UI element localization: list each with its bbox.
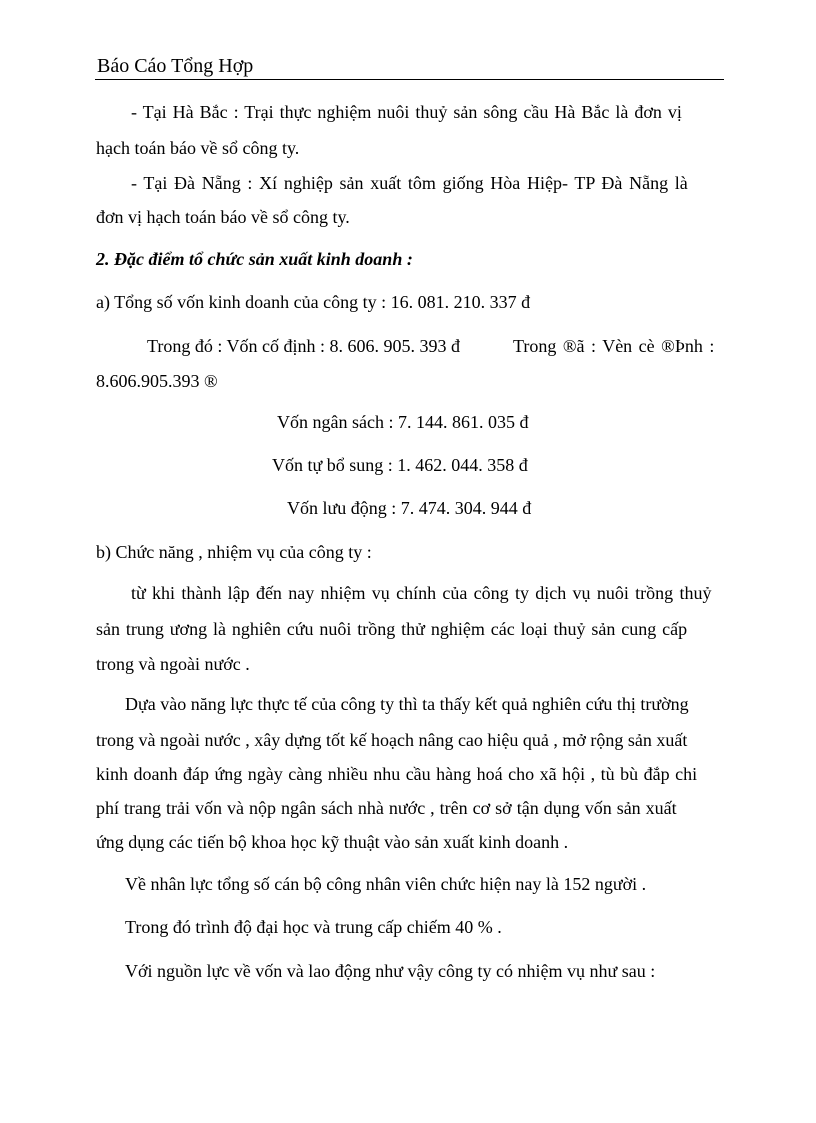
tasks-intro-line: Với nguồn lực về vốn và lao động như vậy công ty có nhiệm vụ như sau :	[125, 961, 656, 981]
section-2-heading: 2. Đặc điểm tổ chức sản xuất kinh doanh :	[96, 249, 413, 269]
budget-capital-line: Vốn ngân sách : 7. 144. 861. 035 đ	[277, 412, 529, 432]
paragraph-1-line-1: từ khi thành lập đến nay nhiệm vụ chính của công ty dịch vụ nuôi trồng thuỷ	[131, 583, 712, 603]
ha-bac-line-1: - Tại Hà Bắc : Trại thực nghiệm nuôi thuỷ sản sông cầu Hà Bắc là đơn vị	[131, 102, 682, 122]
da-nang-line-1: - Tại Đà Nẵng : Xí nghiệp sản xuất tôm giống Hòa Hiệp- TP Đà Nẵng là	[131, 173, 688, 193]
paragraph-2-line-1: Dựa vào năng lực thực tế của công ty thì ta thấy kết quả nghiên cứu thị trường	[125, 694, 689, 714]
da-nang-line-2: đơn vị hạch toán báo về sổ công ty.	[96, 207, 350, 227]
ha-bac-line-2: hạch toán báo về sổ công ty.	[96, 138, 300, 158]
education-line: Trong đó trình độ đại học và trung cấp chiếm 40 % .	[125, 917, 502, 937]
paragraph-1-line-3: trong và ngoài nước .	[96, 654, 250, 674]
functions-heading: b) Chức năng , nhiệm vụ của công ty :	[96, 542, 372, 562]
header-divider	[95, 79, 724, 80]
capital-total-line: a) Tổng số vốn kinh doanh của công ty : 16. 081. 210. 337 đ	[96, 292, 531, 312]
fixed-capital-line: Trong đó : Vốn cố định : 8. 606. 905. 393 đ	[147, 336, 461, 356]
fixed-capital-garbled-line-2: 8.606.905.393 ®	[96, 371, 218, 391]
staff-count-line: Về nhân lực tổng số cán bộ công nhân viên chức hiện nay là 152 người .	[125, 874, 647, 894]
supplement-capital-line: Vốn tự bổ sung : 1. 462. 044. 358 đ	[272, 455, 528, 475]
paragraph-2-line-4: phí trang trải vốn và nộp ngân sách nhà nước , trên cơ sở tận dụng vốn sản xuất	[96, 798, 677, 818]
page-header-title: Báo Cáo Tổng Hợp	[97, 55, 254, 77]
paragraph-2-line-5: ứng dụng các tiến bộ khoa học kỹ thuật vào sản xuất kinh doanh .	[96, 832, 569, 852]
paragraph-2-line-2: trong và ngoài nước , xây dựng tốt kế hoạch nâng cao hiệu quả , mở rộng sản xuất	[96, 730, 688, 750]
paragraph-2-line-3: kinh doanh đáp ứng ngày càng nhiều nhu cầu hàng hoá cho xã hội , tù bù đắp chi	[96, 764, 698, 784]
working-capital-line: Vốn lưu động : 7. 474. 304. 944 đ	[287, 498, 532, 518]
fixed-capital-garbled: Trong ®ã : Vèn cè ®Þnh :	[513, 336, 715, 356]
paragraph-1-line-2: sản trung ương là nghiên cứu nuôi trồng thử nghiệm các loại thuỷ sản cung cấp	[96, 619, 688, 639]
